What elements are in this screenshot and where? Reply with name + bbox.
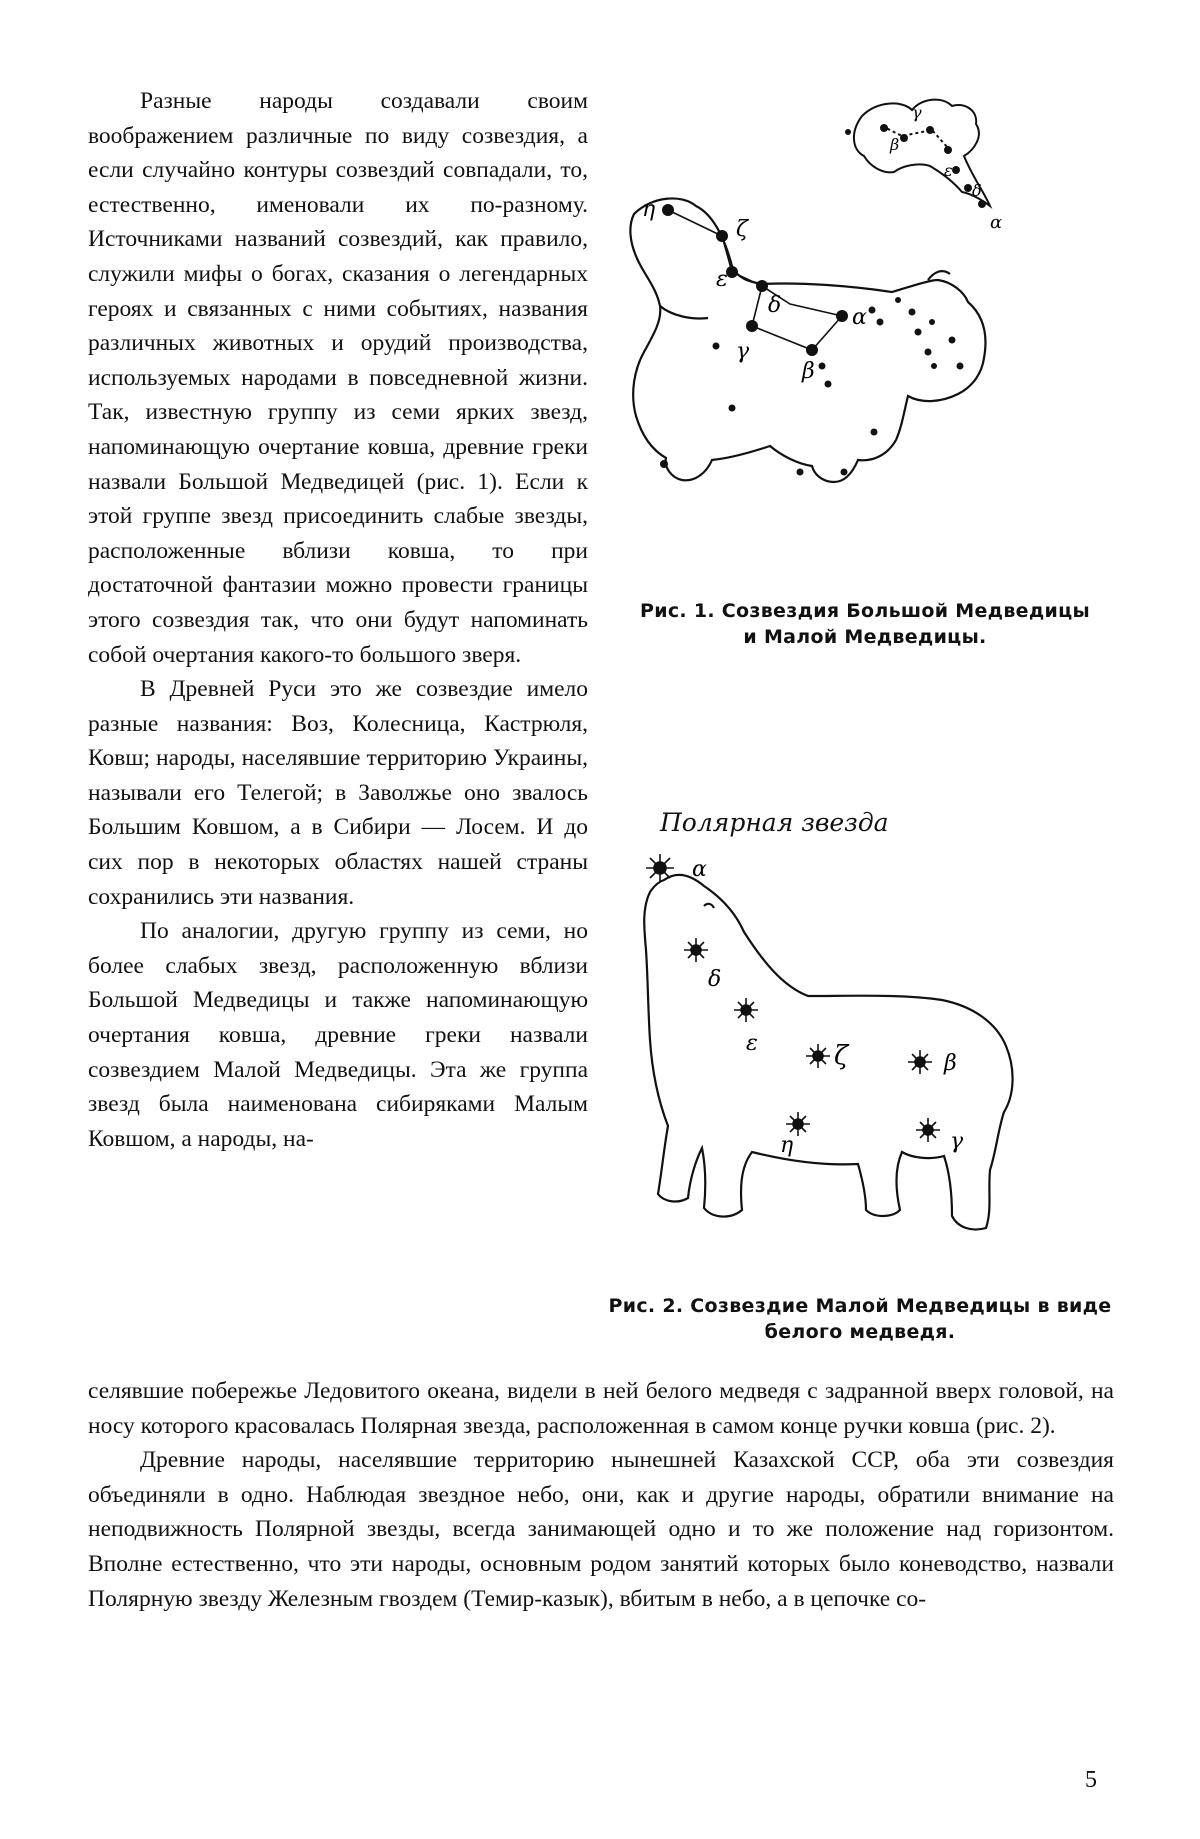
paragraph-4: Древние народы, населявшие территорию нынешней Казахской ССР, оба эти созвездия объединяли в одно. Наблюдая звездное небо, они, как и другие народы, обратили внимание на неподвижность Полярной звезды, всегда занимающей одно и то же положение над горизонтом. Вполне естественно, что эти народы, основным родом занятий которых было коневодство, назвали Полярную звезду Железным гвоздем (Темир-казык), вбитым в небо, а в цепочке со- <box>88 1447 1114 1612</box>
figure-2-polar-bear <box>612 800 1112 1270</box>
star-label-zeta: ζ <box>736 217 748 242</box>
star-label-epsilon: ε <box>716 267 728 292</box>
left-column-text <box>88 84 588 1156</box>
figure-1-caption-line1: Рис. 1. Созвездия Большой Медведицы <box>640 600 1090 622</box>
fig2-label-beta: β <box>944 1051 957 1076</box>
paragraph-1: Разные народы создавали своим воображением различные по виду созвездия, а если случайно контуры созвездий совпадали, то, естественно, именовали их по-разному. Источниками названий созвездий, как правило, служили мифы о богах, сказания о легендарных героях и связанных с ними событиях, названия различных животных и орудий производства, используемых народами в повседневной жизни. Так, известную группу из семи ярких звезд, напоминающую очертание ковша, древние греки назвали Большой Медведицей (рис. 1). Если к этой группе звезд присоединить слабые звезды, расположенные вблизи ковша, то при достаточной фантазии можно провести границы этого созвездия так, что они будут напоминать собой очертания какого-то большого зверя. <box>88 88 588 668</box>
star-label-beta: β <box>802 359 815 384</box>
figure-1-ursa-major <box>612 96 1112 596</box>
page-number: 5 <box>1085 1767 1097 1793</box>
figure-1-caption-line2: и Малой Медведицы. <box>743 626 987 648</box>
ursa-major-outline <box>630 198 985 482</box>
paragraph-3: По аналогии, другую группу из семи, но более слабых звезд, расположенную вблизи Большой Медведицы и также напоминающую очертания ковша, древние греки назвали созвездием Малой Медведицы. Эта же группа звезд была наименована сибиряками Малым Ковшом, а народы, на- <box>88 918 588 1152</box>
um-label-epsilon: ε <box>944 161 953 180</box>
full-width-text <box>88 1374 1114 1616</box>
ursa-major-stars <box>660 204 964 476</box>
fig2-label-gamma: γ <box>950 1129 964 1154</box>
paragraph-2: В Древней Руси это же созвездие имело разные названия: Воз, Колесница, Кастрюля, Ковш; народы, населявшие территорию Украины, называли его Телегой; в Заволжье оно звалось Большим Ковшом, а в Сибири — Лосем. И до сих пор в некоторых областях нашей страны сохранились эти названия. <box>88 676 588 910</box>
figure-1-caption <box>610 598 1120 650</box>
paragraph-3-continuation: селявшие побережье Ледовитого океана, видели в ней белого медведя с задранной вверх головой, на носу которого красовалась Полярная звезда, расположенная в самом конце ручки ковша (рис. 2). <box>88 1378 1114 1439</box>
figure-2-caption <box>600 1293 1120 1345</box>
star-label-delta: δ <box>768 293 782 318</box>
um-label-gamma: γ <box>912 103 922 122</box>
um-label-beta: β <box>890 135 900 154</box>
um-label-alpha: α <box>990 212 1003 233</box>
figure-2-caption-line2: белого медведя. <box>764 1321 956 1343</box>
polar-bear-stars <box>646 854 940 1142</box>
star-label-gamma: γ <box>736 339 750 364</box>
fig2-label-epsilon: ε <box>746 1031 758 1056</box>
polaris-label: Полярная звезда <box>660 808 889 837</box>
um-label-delta: δ <box>972 181 982 200</box>
fig2-label-alpha: α <box>692 857 707 882</box>
fig2-label-delta: δ <box>708 967 722 992</box>
star-label-alpha: α <box>852 305 867 330</box>
ursa-minor-stars <box>845 124 986 208</box>
figure-2-caption-line1: Рис. 2. Созвездие Малой Медведицы в виде <box>608 1295 1112 1317</box>
fig2-label-zeta: ζ <box>834 1041 849 1071</box>
fig2-label-eta: η <box>780 1133 794 1158</box>
star-label-eta: η <box>642 197 656 222</box>
polar-bear-outline <box>644 875 1012 1230</box>
